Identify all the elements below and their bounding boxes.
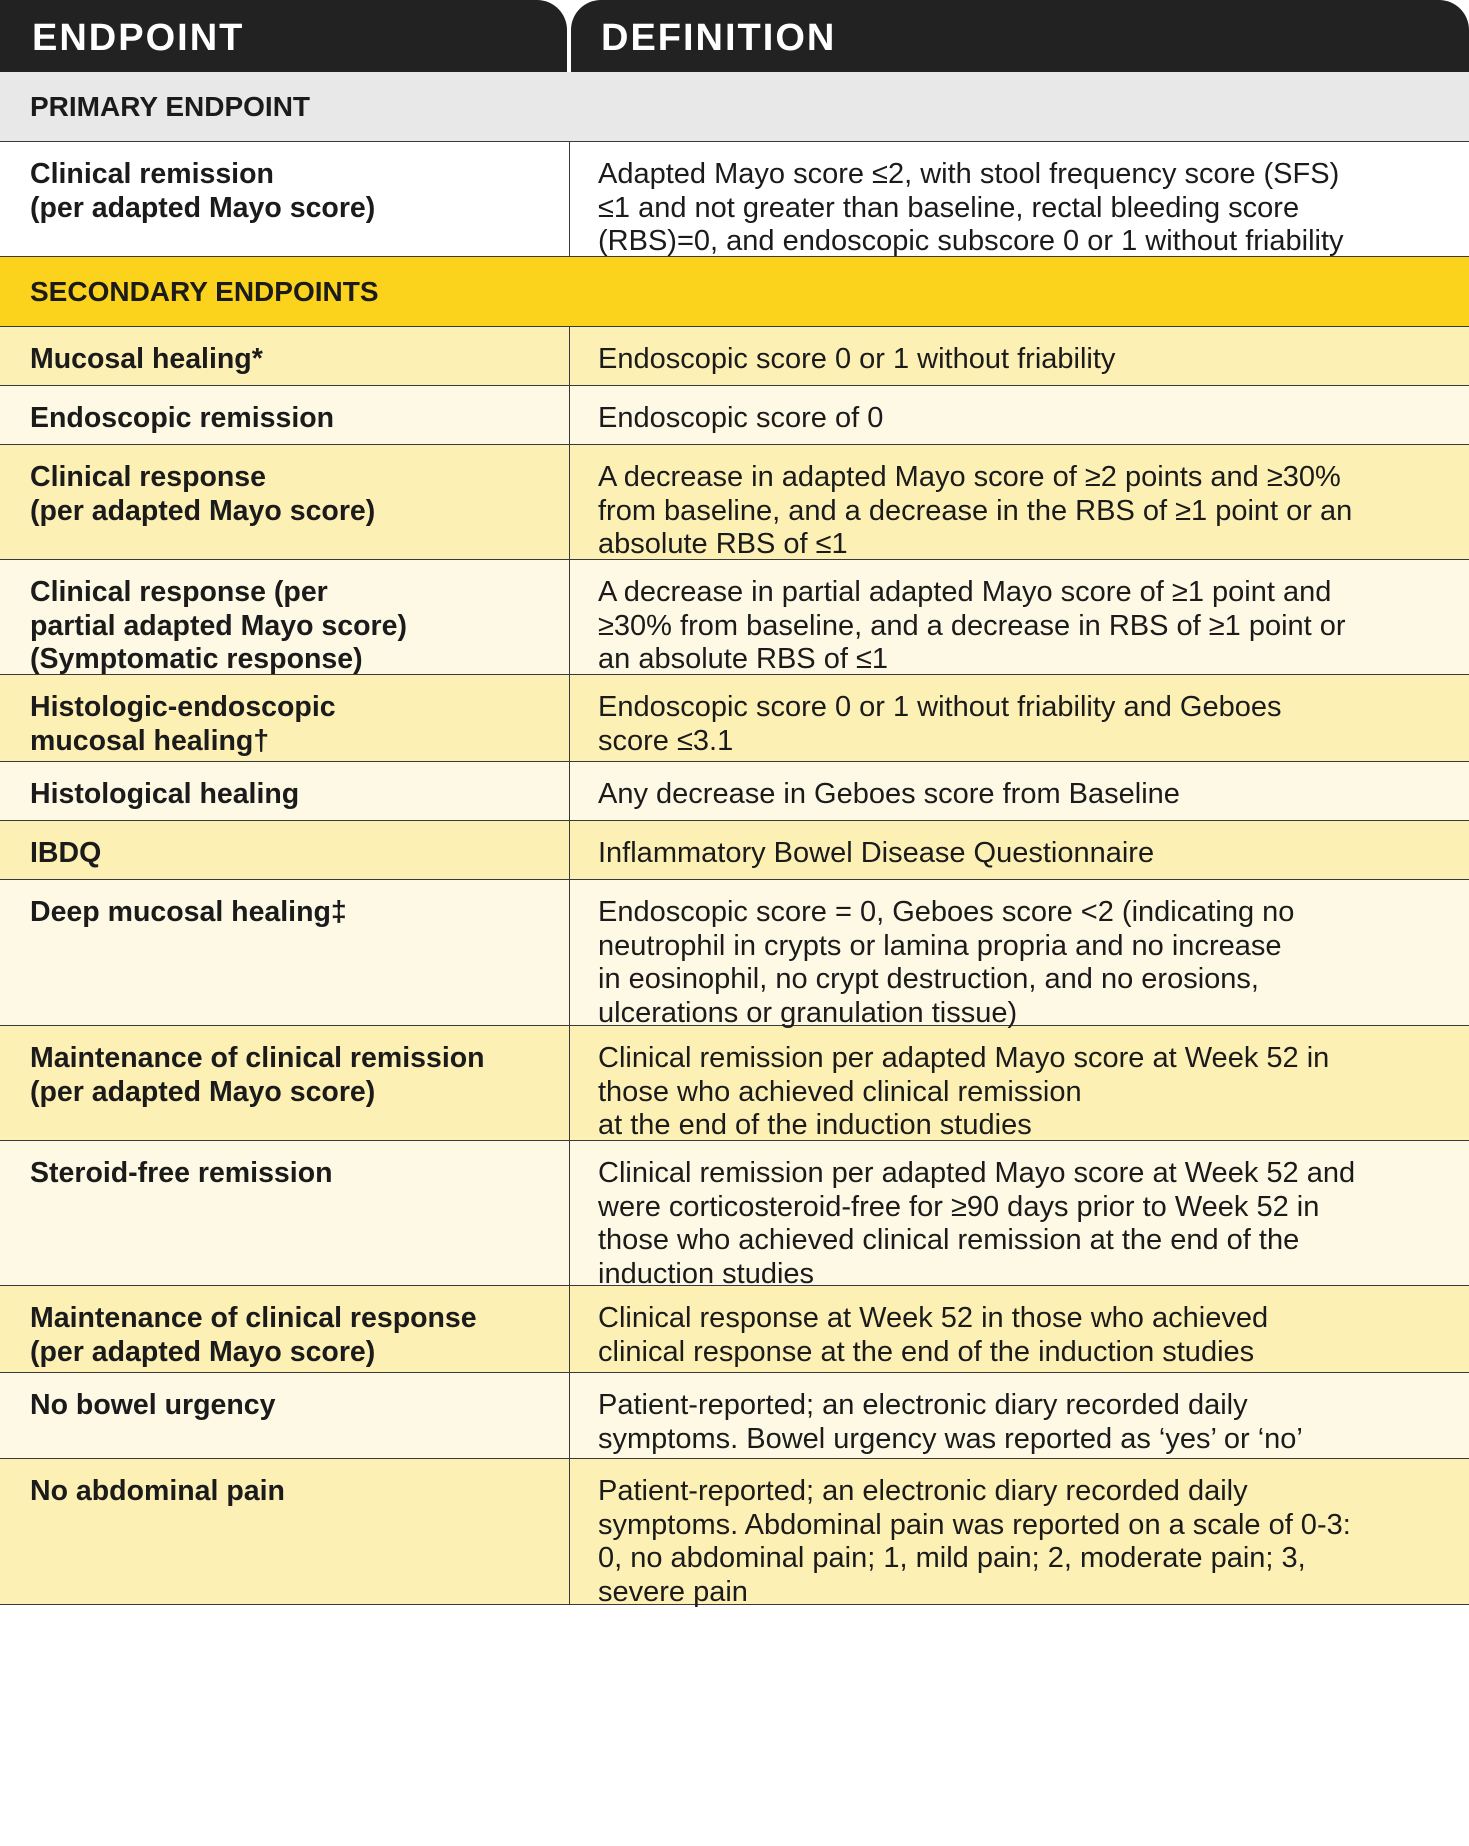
definition-cell: Clinical remission per adapted Mayo score at Week 52 and were corticosteroid-free for ≥90 days prior to Week 52 in those who achieved clinical remission at the end of the induction studies: [598, 1157, 1356, 1290]
endpoint-cell: Steroid-free remission: [0, 1141, 570, 1285]
endpoint-cell: Mucosal healing*: [0, 327, 570, 385]
endpoint-cell: Maintenance of clinical response (per adapted Mayo score): [0, 1286, 570, 1372]
table-row: [0, 762, 1469, 821]
definition-cell: Inflammatory Bowel Disease Questionnaire: [598, 837, 1155, 869]
definition-cell: Endoscopic score 0 or 1 without friability and Geboes score ≤3.1: [598, 691, 1282, 757]
table-row: [0, 1141, 1469, 1290]
endpoint-cell: IBDQ: [0, 821, 570, 879]
table-row: [0, 1286, 1469, 1373]
endpoint-cell: Histological healing: [0, 762, 570, 820]
definition-cell: Endoscopic score = 0, Geboes score <2 (indicating no neutrophil in crypts or lamina propria and no increase in eosinophil, no crypt destruction, and no erosions, ulcerations or granulation tissue): [598, 896, 1295, 1029]
table-row: [0, 1026, 1469, 1141]
table-row: [0, 880, 1469, 1029]
endpoint-cell: No bowel urgency: [0, 1373, 570, 1458]
definition-cell: Clinical response at Week 52 in those who achieved clinical response at the end of the induction studies: [598, 1302, 1269, 1368]
header-definition: DEFINITION: [571, 0, 1469, 72]
table-row: [0, 386, 1469, 445]
definition-cell: Patient-reported; an electronic diary recorded daily symptoms. Abdominal pain was reported on a scale of 0-3: 0, no abdominal pain; 1, mild pain; 2, moderate pain; 3, severe pain: [598, 1475, 1351, 1608]
endpoint-cell: Histologic-endoscopic mucosal healing†: [0, 675, 570, 761]
definition-cell: Clinical remission per adapted Mayo score at Week 52 in those who achieved clinical remission at the end of the induction studies: [598, 1042, 1330, 1141]
endpoint-cell: Deep mucosal healing‡: [0, 880, 570, 1025]
definition-cell: A decrease in partial adapted Mayo score of ≥1 point and ≥30% from baseline, and a decrease in RBS of ≥1 point or an absolute RBS of ≤1: [598, 576, 1346, 675]
endpoint-cell: Endoscopic remission: [0, 386, 570, 444]
definition-cell: Any decrease in Geboes score from Baseline: [598, 778, 1180, 810]
endpoint-cell: Clinical response (per adapted Mayo score): [0, 445, 570, 559]
table-row: [0, 1459, 1469, 1608]
primary-section-heading: PRIMARY ENDPOINT: [0, 72, 1469, 142]
secondary-section-heading: SECONDARY ENDPOINTS: [0, 257, 1469, 327]
endpoint-cell: Clinical response (per partial adapted Mayo score) (Symptomatic response): [0, 560, 570, 674]
definition-cell: Patient-reported; an electronic diary recorded daily symptoms. Bowel urgency was reported as ‘yes’ or ‘no’: [598, 1389, 1303, 1455]
table-row: [0, 142, 1469, 257]
table-row: [0, 1373, 1469, 1459]
table-row: [0, 560, 1469, 675]
table-row: [0, 445, 1469, 560]
table-header: [0, 0, 1469, 72]
table-row: [0, 327, 1469, 386]
endpoint-cell: Maintenance of clinical remission (per adapted Mayo score): [0, 1026, 570, 1140]
header-endpoint: ENDPOINT: [0, 0, 567, 72]
definition-cell: Endoscopic score 0 or 1 without friability: [598, 343, 1116, 375]
definition-cell: Endoscopic score of 0: [598, 402, 884, 434]
table-row: [0, 821, 1469, 880]
definition-cell: Adapted Mayo score ≤2, with stool frequency score (SFS) ≤1 and not greater than baseline, rectal bleeding score (RBS)=0, and endoscopic subscore 0 or 1 without friability: [598, 158, 1344, 257]
endpoint-cell: No abdominal pain: [0, 1459, 570, 1604]
table-row: [0, 675, 1469, 762]
endpoint-cell: Clinical remission (per adapted Mayo score): [0, 142, 570, 256]
definition-cell: A decrease in adapted Mayo score of ≥2 points and ≥30% from baseline, and a decrease in the RBS of ≥1 point or an absolute RBS of ≤1: [598, 461, 1353, 560]
